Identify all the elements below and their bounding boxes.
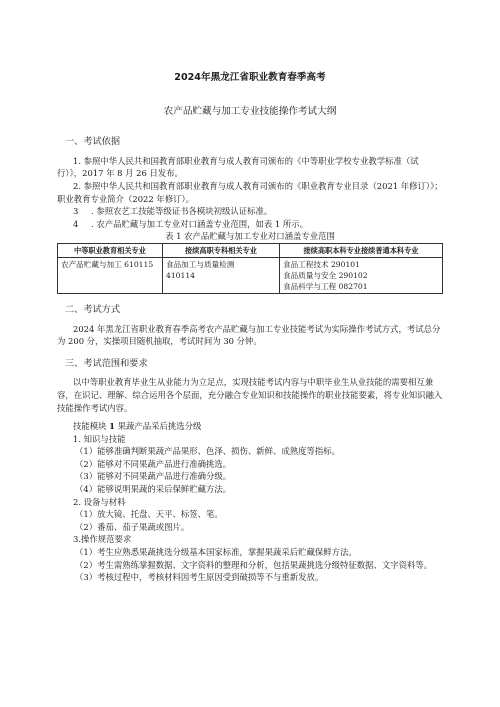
cell-line: 食品科学与工程 082701 bbox=[283, 281, 368, 291]
table-row bbox=[58, 257, 443, 293]
section-heading-exam-method: 二、考试方式 bbox=[65, 303, 121, 315]
basis-item-text: . 农产品贮藏与加工专业对口涵盖专业范围，如表 1 所示。 bbox=[91, 218, 308, 229]
document-subtitle: 农产品贮藏与加工专业技能操作考试大纲 bbox=[163, 105, 337, 117]
table-cell bbox=[280, 257, 443, 293]
module-number: 1 bbox=[109, 421, 115, 432]
exam-method-paragraph: 2024 年黑龙江省职业教育春季高考农产品贮藏与加工专业技能考试为实际操作考试方式，考试总分为 200 分，实操项目随机抽取，考试时间为 30 分钟。 bbox=[57, 323, 441, 347]
list-item: （1）放大镜、托盘、天平、标签、笔。 bbox=[75, 509, 223, 520]
list-item: （2）番茄、茄子果蔬或图片。 bbox=[75, 521, 190, 532]
major-coverage-table bbox=[57, 243, 443, 294]
table-header-cell: 中等职业教育相关专业 bbox=[58, 243, 163, 257]
module-prefix: 技能模块 bbox=[73, 421, 107, 432]
table-header-row bbox=[58, 243, 443, 257]
list-item: （1）能够准确判断果蔬产品果形、色泽、损伤、新鲜、成熟度等指标。 bbox=[75, 446, 340, 457]
basis-item-2 bbox=[57, 180, 443, 205]
basis-item-number: 1 bbox=[73, 155, 79, 166]
basis-item-number: 2 bbox=[73, 180, 79, 191]
cell-line: 410114 bbox=[166, 270, 195, 280]
subheading-equipment: 2. 设备与材料 bbox=[73, 496, 126, 507]
table-header-cell: 接续高职专科相关专业 bbox=[163, 243, 280, 257]
scope-intro-paragraph: 以中等职业教育毕业生从业能力为立足点，实现技能考试内容与中职毕业生从业技能的需要相互兼容，在识记、理解、综合运用各个层面，充分融合专业知识和技能操作的职业技能要素，将专业知识融入技能操作考试内容。 bbox=[57, 377, 443, 413]
section-heading-basis: 一、考试依据 bbox=[65, 136, 121, 148]
basis-item-number: 3 bbox=[73, 206, 79, 217]
cell-line: 食品加工与质量检测 bbox=[166, 259, 235, 269]
subheading-knowledge-skills: 1. 知识与技能 bbox=[73, 433, 126, 444]
list-item: （2）考生需熟练掌握数据、文字资料的整理和分析，包括果蔬挑选分级特征数据、文字资料等。 bbox=[75, 559, 433, 570]
basis-item-3 bbox=[57, 205, 443, 218]
basis-item-text: . 参照中华人民共和国教育部职业教育与成人教育司颁布的《职业教育专业目录（2021 年修订）》；职业教育专业简介（2022 年修订）。 bbox=[57, 180, 443, 204]
basis-item-text: . 参照农艺工技能等级证书各模块初级认证标准。 bbox=[91, 206, 273, 217]
basis-item-number: 4 bbox=[73, 218, 79, 229]
section-heading-scope: 三、考试范围和要求 bbox=[65, 357, 148, 369]
list-item: （3）能够对不同果蔬产品进行准确分级。 bbox=[75, 471, 232, 482]
list-item: （1）考生应熟悉果蔬挑选分级基本国家标准，掌握果蔬采后贮藏保鲜方法。 bbox=[75, 547, 357, 558]
basis-item-1 bbox=[57, 155, 443, 180]
basis-item-text: . 参照中华人民共和国教育部职业教育与成人教育司颁布的《中等职业学校专业教学标准（试行）》，2017 年 8 月 26 日发布。 bbox=[57, 155, 419, 179]
list-item: （3）考核过程中，考核材料因考生原因受到破损等不与重新发放。 bbox=[75, 572, 324, 583]
list-item: （2）能够对不同果蔬产品进行准确挑选。 bbox=[75, 458, 232, 469]
table-caption: 表 1 农产品贮藏与加工专业对口涵盖专业范围 bbox=[165, 231, 335, 242]
cell-line: 食品质量与安全 290102 bbox=[283, 270, 368, 280]
cell-line: 食品工程技术 290101 bbox=[283, 259, 360, 269]
table-cell bbox=[163, 257, 280, 293]
document-title: 2024年黑龙江省职业教育春季高考 bbox=[174, 72, 326, 83]
table-cell: 农产品贮藏与加工 610115 bbox=[58, 257, 163, 293]
module-title bbox=[57, 420, 443, 433]
list-item: （4）能够说明果蔬的采后保鲜贮藏方法。 bbox=[75, 484, 232, 495]
subheading-operation-rules: 3.操作规范要求 bbox=[73, 534, 132, 545]
module-name: 果蔬产品采后挑选分级 bbox=[117, 421, 202, 432]
table-header-cell: 接续高职本科专业接续普通本科专业 bbox=[280, 243, 443, 257]
basis-item-4 bbox=[57, 218, 443, 231]
